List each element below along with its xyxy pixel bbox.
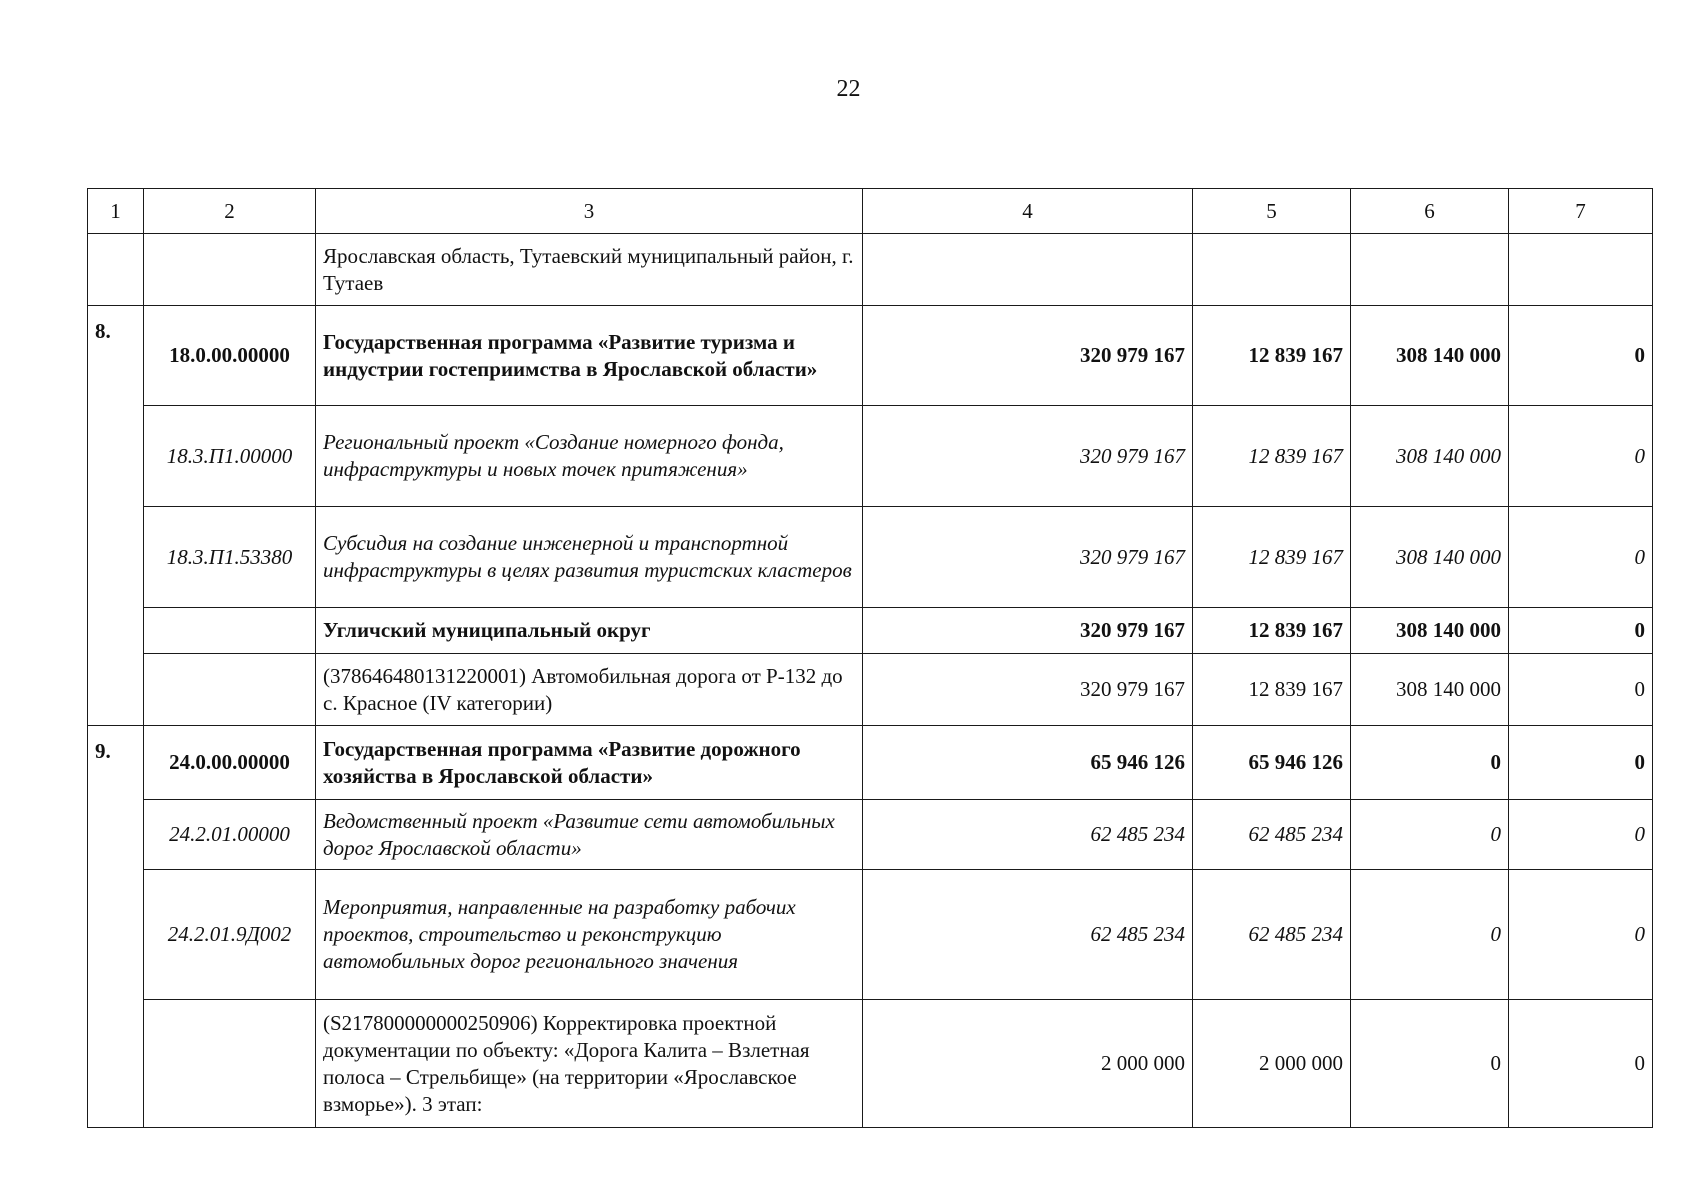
table-body: [88, 189, 1653, 1128]
row-name-cell: Государственная программа «Развитие дорожного хозяйства в Ярославской области»: [316, 726, 863, 800]
table-row: [88, 234, 1653, 306]
row-name-cell: Угличский муниципальный округ: [316, 608, 863, 654]
header-cell-2: 2: [144, 189, 316, 234]
row-value-col7: 0: [1509, 406, 1653, 507]
row-value-col5: 12 839 167: [1193, 654, 1351, 726]
row-value-col7: 0: [1509, 306, 1653, 406]
header-cell-4: 4: [863, 189, 1193, 234]
row-value-col6: 308 140 000: [1351, 654, 1509, 726]
row-value-col6: 308 140 000: [1351, 507, 1509, 608]
row-name-cell: Государственная программа «Развитие туризма и индустрии гостеприимства в Ярославской области»: [316, 306, 863, 406]
row-value-col4: 320 979 167: [863, 608, 1193, 654]
table-row: [88, 654, 1653, 726]
table-row: [88, 406, 1653, 507]
row-name-cell: Региональный проект «Создание номерного фонда, инфраструктуры и новых точек притяжения»: [316, 406, 863, 507]
row-name-cell: Ярославская область, Тутаевский муниципальный район, г. Тутаев: [316, 234, 863, 306]
row-name-cell: Мероприятия, направленные на разработку рабочих проектов, строительство и реконструкцию автомобильных дорог регионального значения: [316, 870, 863, 1000]
row-value-col4: 62 485 234: [863, 800, 1193, 870]
page-number: 22: [836, 76, 861, 102]
row-value-col6: 0: [1351, 1000, 1509, 1128]
header-cell-3: 3: [316, 189, 863, 234]
row-value-col7: 0: [1509, 507, 1653, 608]
row-value-col7: 0: [1509, 800, 1653, 870]
table-row: [88, 1000, 1653, 1128]
row-name-cell: (S217800000000250906) Корректировка проектной документации по объекту: «Дорога Калита – Взлетная полоса – Стрельбище» (на территории «Ярославское взморье»). 3 этап:: [316, 1000, 863, 1128]
table-row: [88, 800, 1653, 870]
row-value-col6: 0: [1351, 800, 1509, 870]
row-name-cell: Субсидия на создание инженерной и транспортной инфраструктуры в целях развития туристских кластеров: [316, 507, 863, 608]
row-value-col6: [1351, 234, 1509, 306]
row-value-col5: 62 485 234: [1193, 870, 1351, 1000]
row-code-cell: [144, 654, 316, 726]
row-value-col5: 12 839 167: [1193, 406, 1351, 507]
row-value-col5: 2 000 000: [1193, 1000, 1351, 1128]
row-value-col7: [1509, 234, 1653, 306]
row-number-cell: 8.: [88, 306, 144, 726]
row-code-cell: 18.3.П1.00000: [144, 406, 316, 507]
row-value-col7: 0: [1509, 654, 1653, 726]
row-value-col7: 0: [1509, 726, 1653, 800]
row-value-col5: [1193, 234, 1351, 306]
row-value-col4: 62 485 234: [863, 870, 1193, 1000]
row-value-col4: 320 979 167: [863, 406, 1193, 507]
header-cell-1: 1: [88, 189, 144, 234]
row-code-cell: 18.3.П1.53380: [144, 507, 316, 608]
row-code-cell: [144, 1000, 316, 1128]
row-value-col4: [863, 234, 1193, 306]
row-value-col5: 12 839 167: [1193, 608, 1351, 654]
row-value-col6: 308 140 000: [1351, 608, 1509, 654]
table-row: [88, 507, 1653, 608]
table-row: [88, 870, 1653, 1000]
row-value-col5: 12 839 167: [1193, 306, 1351, 406]
row-code-cell: 24.0.00.00000: [144, 726, 316, 800]
table-row: [88, 306, 1653, 406]
row-code-cell: [144, 234, 316, 306]
row-value-col5: 12 839 167: [1193, 507, 1351, 608]
row-value-col4: 65 946 126: [863, 726, 1193, 800]
row-value-col7: 0: [1509, 870, 1653, 1000]
header-cell-5: 5: [1193, 189, 1351, 234]
row-value-col4: 2 000 000: [863, 1000, 1193, 1128]
row-value-col4: 320 979 167: [863, 306, 1193, 406]
row-name-cell: Ведомственный проект «Развитие сети автомобильных дорог Ярославской области»: [316, 800, 863, 870]
row-value-col6: 0: [1351, 870, 1509, 1000]
row-code-cell: 24.2.01.00000: [144, 800, 316, 870]
row-value-col6: 308 140 000: [1351, 306, 1509, 406]
row-code-cell: [144, 608, 316, 654]
budget-table: [87, 188, 1653, 1128]
row-name-cell: (378646480131220001) Автомобильная дорога от Р-132 до с. Красное (IV категории): [316, 654, 863, 726]
row-code-cell: 18.0.00.00000: [144, 306, 316, 406]
row-value-col4: 320 979 167: [863, 507, 1193, 608]
row-number-cell: [88, 234, 144, 306]
header-cell-6: 6: [1351, 189, 1509, 234]
row-value-col7: 0: [1509, 1000, 1653, 1128]
row-value-col5: 65 946 126: [1193, 726, 1351, 800]
row-value-col4: 320 979 167: [863, 654, 1193, 726]
table-row: [88, 726, 1653, 800]
row-value-col6: 0: [1351, 726, 1509, 800]
row-code-cell: 24.2.01.9Д002: [144, 870, 316, 1000]
row-value-col7: 0: [1509, 608, 1653, 654]
header-cell-7: 7: [1509, 189, 1653, 234]
table-row: [88, 608, 1653, 654]
table-header-row: [88, 189, 1653, 234]
row-value-col6: 308 140 000: [1351, 406, 1509, 507]
row-value-col5: 62 485 234: [1193, 800, 1351, 870]
row-number-cell: 9.: [88, 726, 144, 1128]
